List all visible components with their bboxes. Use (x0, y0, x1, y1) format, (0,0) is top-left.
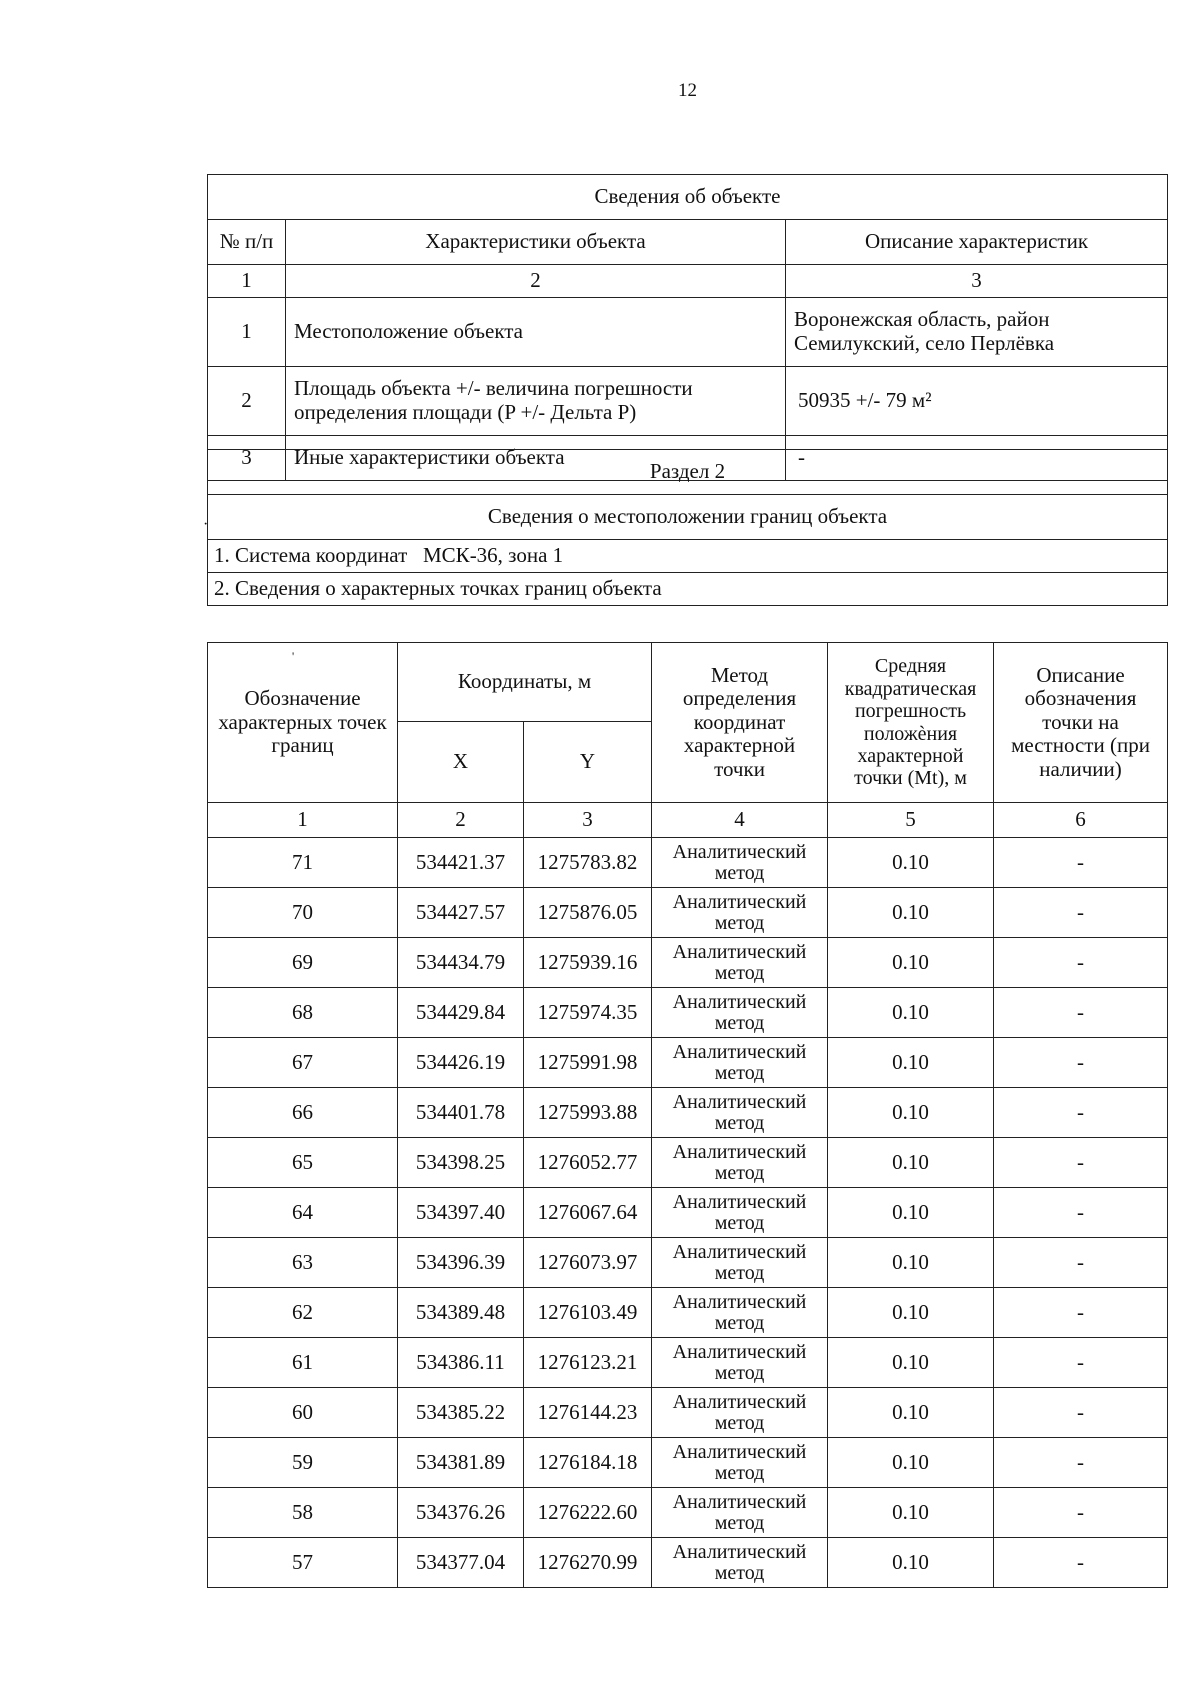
mean-error: 0.10 (828, 1288, 994, 1338)
mean-error: 0.10 (828, 1488, 994, 1538)
point-designation: 60 (208, 1388, 398, 1438)
column-number: 1 (208, 265, 286, 298)
mean-error: 0.10 (828, 1138, 994, 1188)
coord-x: 534381.89 (398, 1438, 524, 1488)
method: Аналитический метод (652, 1488, 828, 1538)
coord-y: 1275783.82 (524, 838, 652, 888)
method: Аналитический метод (652, 938, 828, 988)
row-characteristic: Площадь объекта +/- величина погрешности определения площади (P +/- Дельта P) (286, 367, 786, 436)
section-table (207, 449, 1168, 606)
mean-error: 0.10 (828, 1188, 994, 1238)
coord-y: 1276184.18 (524, 1438, 652, 1488)
mean-error: 0.10 (828, 838, 994, 888)
mean-error: 0.10 (828, 1338, 994, 1388)
coord-y: 1276052.77 (524, 1138, 652, 1188)
stray-mark: · (203, 516, 209, 533)
point-designation: 64 (208, 1188, 398, 1238)
coord-x: 534396.39 (398, 1238, 524, 1288)
mean-error: 0.10 (828, 1538, 994, 1588)
section-subtitle: Сведения о местоположении границ объекта (208, 495, 1168, 540)
column-number: 6 (994, 803, 1168, 838)
point-description: - (994, 1388, 1168, 1438)
point-description: - (994, 1138, 1168, 1188)
table-row (208, 1038, 1168, 1088)
table-row (208, 1188, 1168, 1238)
point-designation: 70 (208, 888, 398, 938)
coord-x: 534389.48 (398, 1288, 524, 1338)
coord-x: 534429.84 (398, 988, 524, 1038)
section-title: Раздел 2 (208, 450, 1168, 495)
table-row (208, 888, 1168, 938)
coord-y: 1275876.05 (524, 888, 652, 938)
table-row (208, 298, 1168, 367)
column-number: 2 (398, 803, 524, 838)
mean-error: 0.10 (828, 1238, 994, 1288)
point-designation: 58 (208, 1488, 398, 1538)
row-description: 50935 +/- 79 м² (786, 367, 1168, 436)
mean-error: 0.10 (828, 1088, 994, 1138)
coord-y: 1275974.35 (524, 988, 652, 1038)
header-designation: Обозначение характерных точек границ (208, 643, 398, 803)
point-description: - (994, 938, 1168, 988)
point-description: - (994, 1538, 1168, 1588)
point-designation: 62 (208, 1288, 398, 1338)
point-designation: 57 (208, 1538, 398, 1588)
coord-x: 534386.11 (398, 1338, 524, 1388)
row-characteristic: Местоположение объекта (286, 298, 786, 367)
coord-x: 534376.26 (398, 1488, 524, 1538)
coord-y: 1276270.99 (524, 1538, 652, 1588)
coord-y: 1276123.21 (524, 1338, 652, 1388)
method: Аналитический метод (652, 1288, 828, 1338)
point-designation: 69 (208, 938, 398, 988)
coord-y: 1276222.60 (524, 1488, 652, 1538)
point-designation: 71 (208, 838, 398, 888)
coord-y: 1275939.16 (524, 938, 652, 988)
table-row (208, 988, 1168, 1038)
coord-x: 534385.22 (398, 1388, 524, 1438)
table-row (208, 1138, 1168, 1188)
coord-y: 1275991.98 (524, 1038, 652, 1088)
point-description: - (994, 1488, 1168, 1538)
coord-x: 534377.04 (398, 1538, 524, 1588)
coord-x: 534398.25 (398, 1138, 524, 1188)
object-info-title: Сведения об объекте (208, 175, 1168, 220)
header-error: Средняя квадратическая погрешность положѐния характерной точки (Mt), м (828, 643, 994, 803)
column-number: 4 (652, 803, 828, 838)
mean-error: 0.10 (828, 1388, 994, 1438)
column-number: 2 (286, 265, 786, 298)
stray-tick: ' (292, 649, 295, 663)
header-method: Метод определения координат характерной точки (652, 643, 828, 803)
method: Аналитический метод (652, 1338, 828, 1388)
point-designation: 67 (208, 1038, 398, 1088)
header-y: Y (524, 722, 652, 803)
point-description: - (994, 1438, 1168, 1488)
method: Аналитический метод (652, 838, 828, 888)
mean-error: 0.10 (828, 1438, 994, 1488)
header-coordinates: Координаты, м (398, 643, 652, 722)
row-num: 2 (208, 367, 286, 436)
object-info-table (207, 174, 1168, 481)
coord-x: 534434.79 (398, 938, 524, 988)
table-row (208, 838, 1168, 888)
table-row (208, 1438, 1168, 1488)
points-title: 2. Сведения о характерных точках границ объекта (208, 573, 1168, 606)
column-number: 1 (208, 803, 398, 838)
column-number: 3 (786, 265, 1168, 298)
table-row (208, 367, 1168, 436)
method: Аналитический метод (652, 1538, 828, 1588)
coord-y: 1275993.88 (524, 1088, 652, 1138)
method: Аналитический метод (652, 1388, 828, 1438)
row-num: 3 (208, 436, 286, 481)
coord-x: 534401.78 (398, 1088, 524, 1138)
table-row (208, 1488, 1168, 1538)
method: Аналитический метод (652, 1238, 828, 1288)
coord-x: 534427.57 (398, 888, 524, 938)
table-row (208, 1338, 1168, 1388)
table-row (208, 1238, 1168, 1288)
point-designation: 61 (208, 1338, 398, 1388)
table-row (208, 938, 1168, 988)
point-designation: 68 (208, 988, 398, 1038)
row-description: Воронежская область, район Семилукский, село Перлёвка (786, 298, 1168, 367)
coord-x: 534397.40 (398, 1188, 524, 1238)
coord-y: 1276103.49 (524, 1288, 652, 1338)
point-description: - (994, 838, 1168, 888)
mean-error: 0.10 (828, 988, 994, 1038)
point-description: - (994, 888, 1168, 938)
point-description: - (994, 988, 1168, 1038)
mean-error: 0.10 (828, 888, 994, 938)
method: Аналитический метод (652, 1138, 828, 1188)
table-row (208, 1538, 1168, 1588)
method: Аналитический метод (652, 1088, 828, 1138)
row-description: - (786, 436, 1168, 481)
method: Аналитический метод (652, 888, 828, 938)
coord-y: 1276073.97 (524, 1238, 652, 1288)
coord-x: 534421.37 (398, 838, 524, 888)
points-body (208, 838, 1168, 1588)
coord-y: 1276067.64 (524, 1188, 652, 1238)
header-num: № п/п (208, 220, 286, 265)
point-description: - (994, 1038, 1168, 1088)
table-row (208, 1388, 1168, 1438)
method: Аналитический метод (652, 1188, 828, 1238)
coordinate-system: 1. Система координат МСК-36, зона 1 (208, 540, 1168, 573)
mean-error: 0.10 (828, 938, 994, 988)
header-characteristic: Характеристики объекта (286, 220, 786, 265)
coord-y: 1276144.23 (524, 1388, 652, 1438)
coord-x: 534426.19 (398, 1038, 524, 1088)
points-table (207, 642, 1168, 1588)
point-description: - (994, 1288, 1168, 1338)
method: Аналитический метод (652, 988, 828, 1038)
table-row (208, 1088, 1168, 1138)
row-num: 1 (208, 298, 286, 367)
column-number: 5 (828, 803, 994, 838)
header-point-description: Описание обозначения точки на местности (при наличии) (994, 643, 1168, 803)
point-description: - (994, 1238, 1168, 1288)
point-description: - (994, 1088, 1168, 1138)
point-designation: 66 (208, 1088, 398, 1138)
point-description: - (994, 1188, 1168, 1238)
method: Аналитический метод (652, 1038, 828, 1088)
column-number: 3 (524, 803, 652, 838)
header-x: X (398, 722, 524, 803)
point-designation: 59 (208, 1438, 398, 1488)
table-row (208, 1288, 1168, 1338)
point-designation: 63 (208, 1238, 398, 1288)
point-designation: 65 (208, 1138, 398, 1188)
point-description: - (994, 1338, 1168, 1388)
method: Аналитический метод (652, 1438, 828, 1488)
page-number: 12 (678, 80, 697, 101)
mean-error: 0.10 (828, 1038, 994, 1088)
header-description: Описание характеристик (786, 220, 1168, 265)
row-characteristic: Иные характеристики объекта (286, 436, 786, 481)
